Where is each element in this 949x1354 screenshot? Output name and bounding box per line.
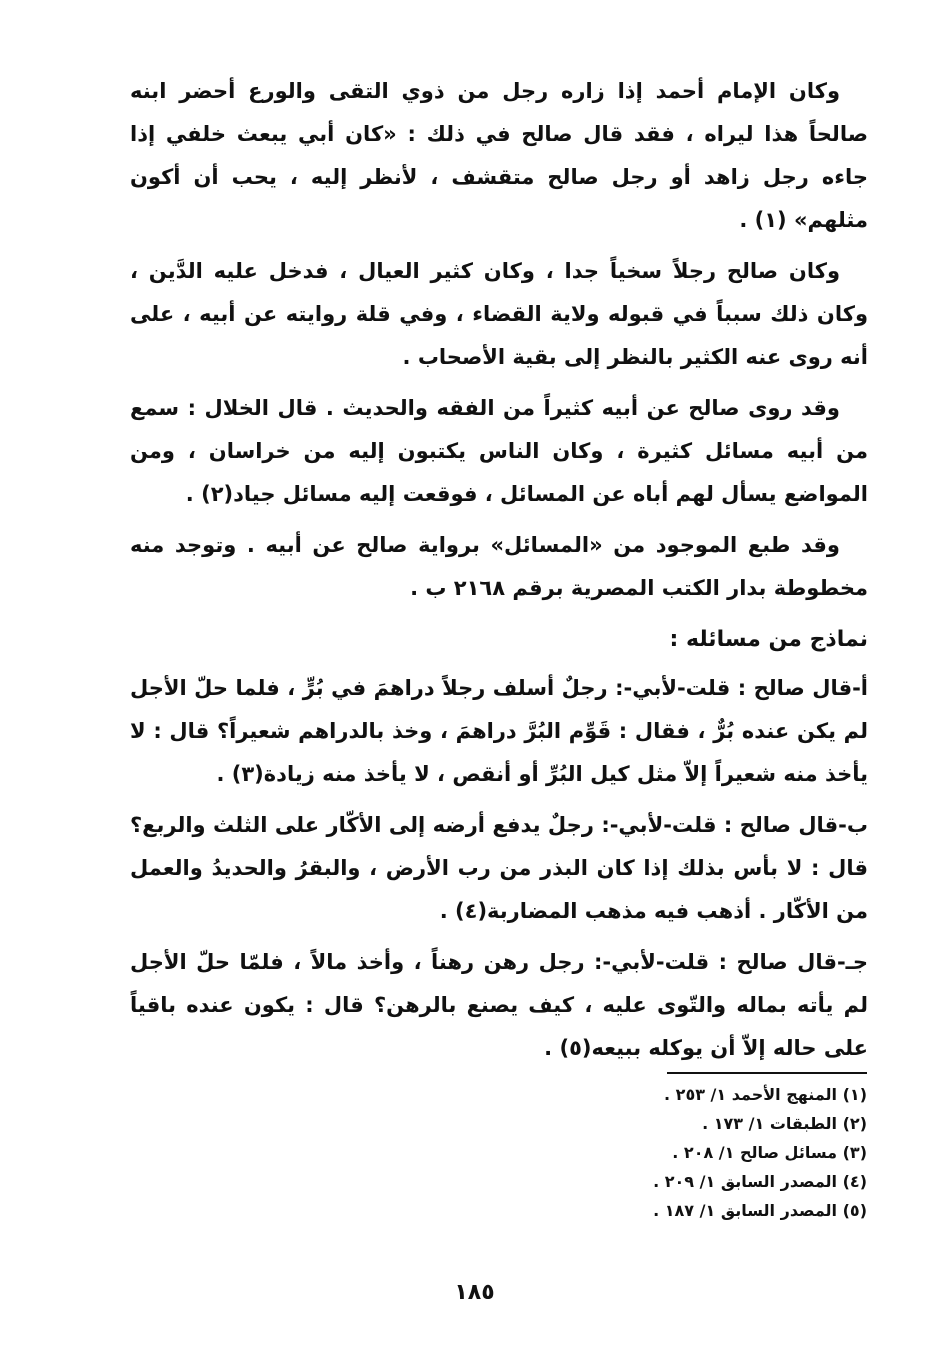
- footnote: (٥) المصدر السابق ١/ ١٨٧ .: [653, 1201, 867, 1220]
- paragraph: وقد روى صالح عن أبيه كثيراً من الفقه والحديث . قال الخلال : سمع من أبيه مسائل كثيرة ، وكان الناس يكتبون إليه من خراسان ، ومن المواضع يسأل لهم أباه عن المسائل ، فوقعت إليه مسائل جياد(٢) .: [130, 396, 868, 506]
- footnote: (٣) مسائل صالح ١/ ٢٠٨ .: [672, 1143, 867, 1162]
- footnote: (٢) الطبقات ١/ ١٧٣ .: [702, 1114, 867, 1133]
- example-item: أ-قال صالح : قلت-لأبي-: رجلٌ أسلف رجلاً دراهمَ في بُرٍّ ، فلما حلّ الأجل لم يكن عنده بُرٌّ ، فقال : قَوِّم البُرَّ دراهمَ ، وخذ بالدراهم شعيراً؟ قال : لا يأخذ منه شعيراً إلاّ مثل كيل البُرِّ أو أنقص ، لا يأخذ منه زيادة(٣) .: [130, 676, 868, 786]
- paragraph: وقد طبع الموجود من «المسائل» برواية صالح عن أبيه . وتوجد منه مخطوطة بدار الكتب المصرية برقم ٢١٦٨ ب .: [130, 533, 868, 600]
- page-number: ١٨٥: [454, 1280, 495, 1305]
- example-item: ب-قال صالح : قلت-لأبي-: رجلٌ يدفع أرضه إلى الأكّار على الثلث والربع؟ قال : لا بأس بذلك إذا كان البذر من رب الأرض ، والبقرُ والحديدُ والعمل من الأكّار . أذهب فيه مذهب المضاربة(٤) .: [130, 813, 868, 923]
- paragraph: وكان الإمام أحمد إذا زاره رجل من ذوي التقى والورع أحضر ابنه صالحاً هذا ليراه ، فقد قال صالح في ذلك : «كان أبي يبعث خلفي إذا جاءه رجل زاهد أو رجل صالح متقشف ، لأنظر إليه ، يحب أن أكون مثلهم» (١) .: [130, 79, 868, 232]
- footnotes: [653, 1072, 867, 1225]
- main-text: [130, 70, 868, 1078]
- section-heading: نماذج من مسائله :: [669, 627, 868, 652]
- footnote: (١) المنهج الأحمد ١/ ٢٥٣ .: [664, 1085, 867, 1104]
- paragraph: وكان صالح رجلاً سخياً جدا ، وكان كثير العيال ، فدخل عليه الدَّين ، وكان ذلك سبباً في قبوله ولاية القضاء ، وفي قلة روايته عن أبيه ، على أنه روى عنه الكثير بالنظر إلى بقية الأصحاب .: [130, 259, 868, 369]
- footnote: (٤) المصدر السابق ١/ ٢٠٩ .: [653, 1172, 867, 1191]
- example-item: جـ-قال صالح : قلت-لأبي-: رجل رهن رهناً ، وأخذ مالاً ، فلمّا حلّ الأجل لم يأته بماله والتّوى عليه ، كيف يصنع بالرهن؟ قال : يكون عنده باقياً على حاله إلاّ أن يوكله ببيعه(٥) .: [130, 950, 868, 1060]
